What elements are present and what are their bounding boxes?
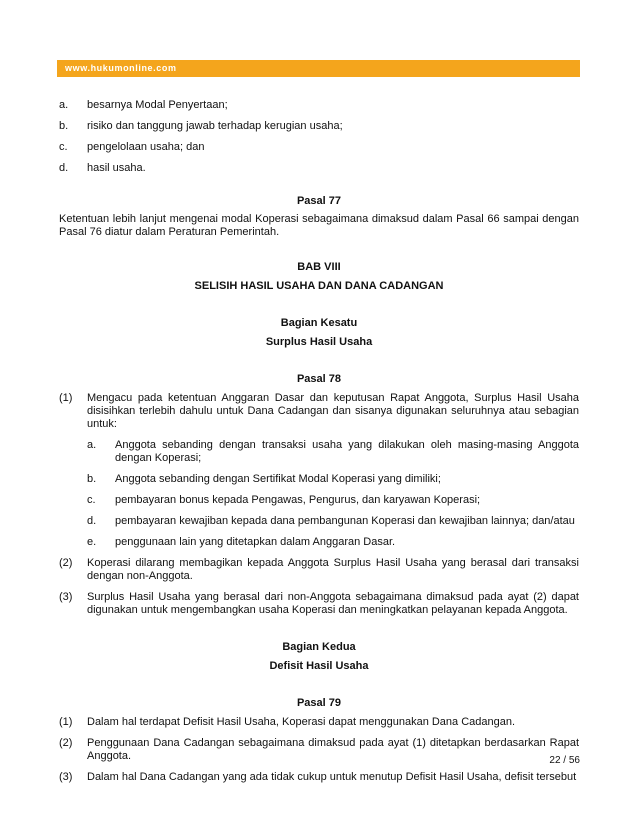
- list-text: Anggota sebanding dengan Sertifikat Modal Koperasi yang dimiliki;: [115, 473, 441, 485]
- list-text: pembayaran kewajiban kepada dana pembangunan Koperasi dan kewajiban lainnya; dan/atau: [115, 515, 575, 527]
- paragraph-item: [59, 392, 579, 431]
- list-text: besarnya Modal Penyertaan;: [87, 99, 228, 111]
- paragraph-text: Koperasi dilarang membagikan kepada Anggota Surplus Hasil Usaha yang berasal dari transaksi dengan non-Anggota.: [87, 557, 579, 582]
- paragraph-text: Penggunaan Dana Cadangan sebagaimana dimaksud pada ayat (1) ditetapkan berdasarkan Rapat Anggota.: [87, 737, 579, 762]
- pasal-77-title: Pasal 77: [296, 195, 342, 207]
- list-item: [87, 536, 579, 549]
- list-label: b.: [87, 473, 97, 485]
- paragraph-item: [59, 557, 579, 583]
- list-item: [59, 141, 579, 154]
- list-text: pembayaran bonus kepada Pengawas, Pengurus, dan karyawan Koperasi;: [115, 494, 481, 506]
- paragraph-label: (3): [59, 771, 73, 783]
- list-item: [87, 439, 579, 465]
- pasal-79-title: Pasal 79: [296, 697, 342, 709]
- list-item: [87, 494, 579, 507]
- page-number: 22 / 56: [549, 755, 580, 766]
- paragraph-label: (1): [59, 392, 73, 404]
- site-url[interactable]: www.hukumonline.com: [65, 63, 177, 73]
- list-item: [87, 515, 579, 528]
- document-body: [59, 99, 579, 792]
- site-banner: [57, 60, 580, 77]
- list-text: risiko dan tanggung jawab terhadap kerugian usaha;: [87, 120, 343, 132]
- paragraph-label: (3): [59, 591, 73, 603]
- paragraph-text: Mengacu pada ketentuan Anggaran Dasar dan keputusan Rapat Anggota, Surplus Hasil Usaha disisihkan terlebih dahulu untuk Dana Cadangan dan sisanya digunakan seluruhnya atau sebagian untuk:: [87, 392, 579, 430]
- section-title: Bagian Kedua: [282, 641, 356, 653]
- section-title: Bagian Kesatu: [280, 317, 358, 329]
- list-item: [59, 162, 579, 175]
- paragraph-label: (2): [59, 737, 73, 749]
- list-text: Anggota sebanding dengan transaksi usaha yang dilakukan oleh masing-masing Anggota dengan Koperasi;: [115, 439, 579, 464]
- list-label: b.: [59, 120, 69, 132]
- list-text: pengelolaan usaha; dan: [87, 141, 205, 153]
- section-subtitle: Defisit Hasil Usaha: [269, 660, 369, 672]
- paragraph-item: [59, 591, 579, 617]
- list-item: [59, 99, 579, 112]
- section-subtitle: Surplus Hasil Usaha: [265, 336, 373, 348]
- pasal-78-title: Pasal 78: [296, 373, 342, 385]
- paragraph-text: Dalam hal Dana Cadangan yang ada tidak cukup untuk menutup Defisit Hasil Usaha, defisit tersebut: [87, 771, 577, 783]
- list-label: a.: [59, 99, 69, 111]
- paragraph-label: (2): [59, 557, 73, 569]
- list-label: d.: [87, 515, 97, 527]
- chapter-title: BAB VIII: [297, 261, 341, 273]
- paragraph-item: [59, 737, 579, 763]
- paragraph-item: [59, 716, 579, 729]
- paragraph-text: Surplus Hasil Usaha yang berasal dari non-Anggota sebagaimana dimaksud pada ayat (2) dapat digunakan untuk mengembangkan usaha Koperasi dan meningkatkan pelayanan kepada Anggota.: [87, 591, 579, 616]
- list-label: a.: [87, 439, 97, 451]
- chapter-subtitle: SELISIH HASIL USAHA DAN DANA CADANGAN: [194, 280, 444, 292]
- list-label: c.: [59, 141, 68, 153]
- list-text: penggunaan lain yang ditetapkan dalam Anggaran Dasar.: [115, 536, 396, 548]
- list-text: hasil usaha.: [87, 162, 146, 174]
- list-item: [59, 120, 579, 133]
- list-label: c.: [87, 494, 96, 506]
- list-label: e.: [87, 536, 97, 548]
- list-label: d.: [59, 162, 69, 174]
- paragraph-label: (1): [59, 716, 73, 728]
- list-item: [87, 473, 579, 486]
- paragraph-item: [59, 771, 579, 784]
- paragraph-text: Dalam hal terdapat Defisit Hasil Usaha, Koperasi dapat menggunakan Dana Cadangan.: [87, 716, 516, 728]
- pasal-77-text: Ketentuan lebih lanjut mengenai modal Koperasi sebagaimana dimaksud dalam Pasal 66 sampai dengan Pasal 76 diatur dalam Peraturan Pemerintah.: [59, 213, 579, 238]
